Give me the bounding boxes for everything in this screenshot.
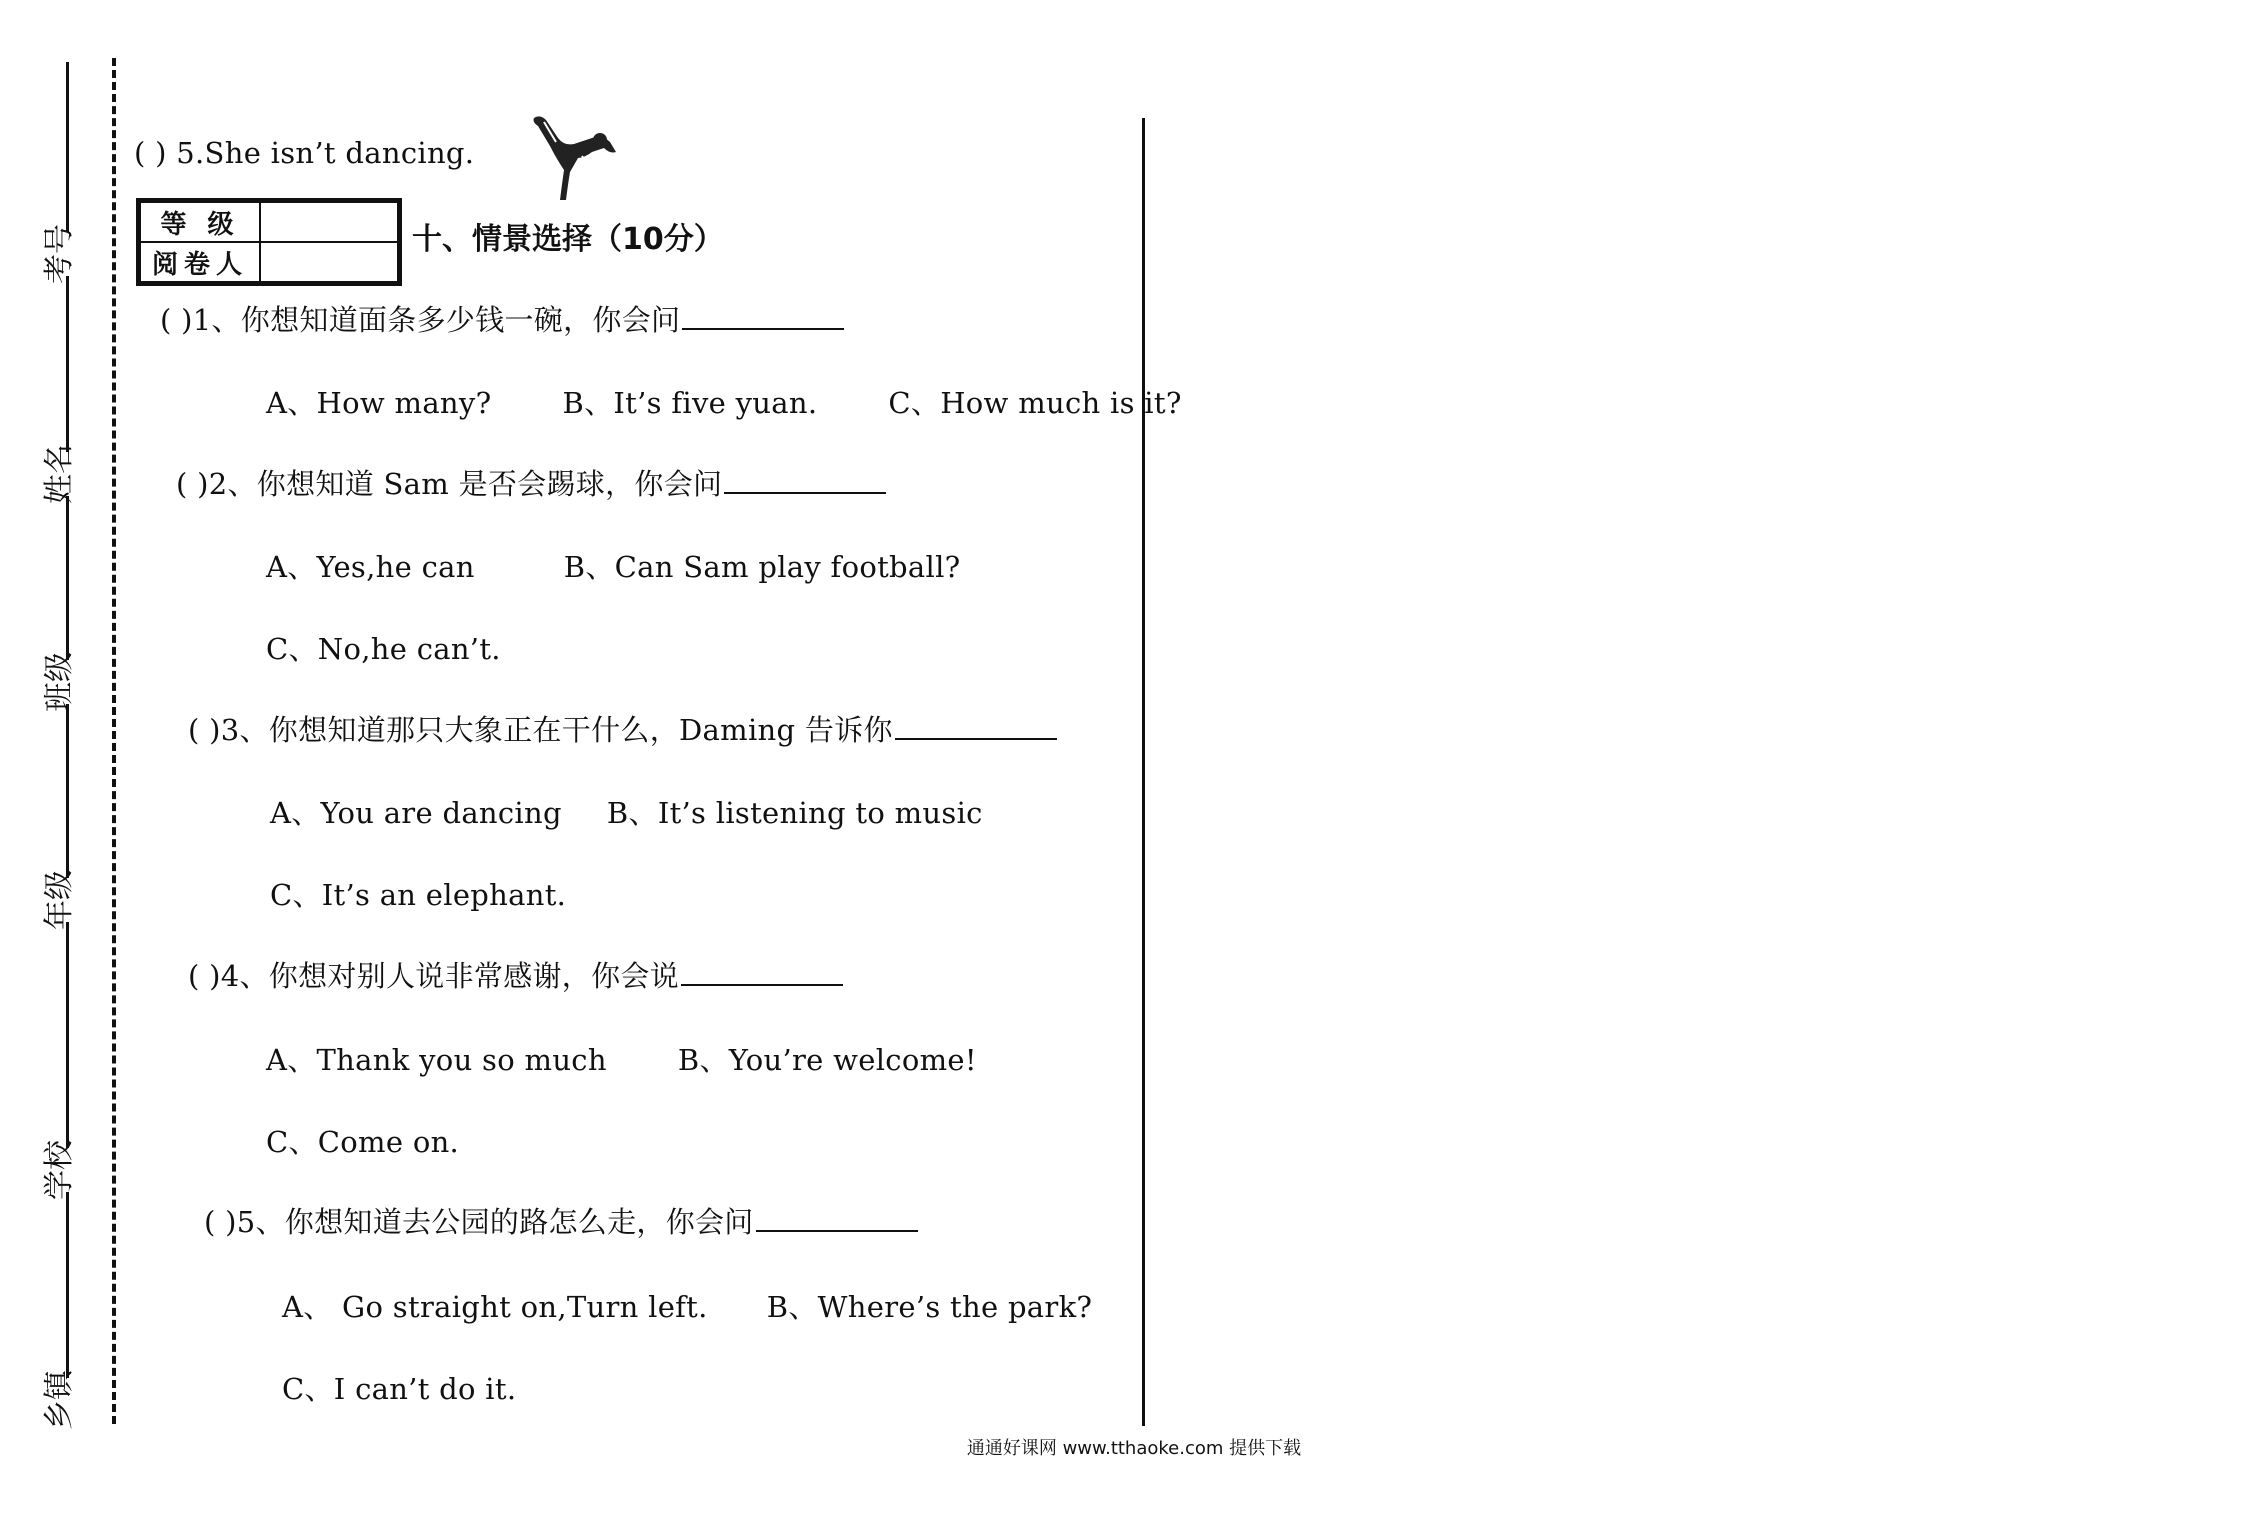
question-2-option-c: C、No,he can’t.	[266, 632, 501, 666]
question-4	[188, 954, 843, 995]
option-c: C、How much is it?	[888, 386, 1182, 420]
binding-label-grade: 年级	[26, 878, 86, 922]
binding-label-name: 姓名	[26, 452, 86, 496]
option-b: B、You’re welcome!	[677, 1043, 977, 1077]
answer-paren[interactable]: ( )	[188, 713, 221, 747]
score-label-marker: 阅卷人	[140, 242, 260, 282]
question-stem: 1、你想知道面条多少钱一碗，你会问	[192, 303, 681, 337]
answer-paren[interactable]: ( )	[188, 959, 221, 993]
question-2	[176, 462, 886, 503]
column-divider	[1142, 118, 1145, 1426]
question-2-options	[266, 545, 961, 586]
option-a: A、Thank you so much	[266, 1043, 607, 1077]
binding-label-town: 乡镇	[26, 1378, 86, 1422]
prev-question-text: 5.She isn’t dancing.	[176, 136, 475, 170]
answer-paren[interactable]: ( )	[204, 1205, 237, 1239]
score-value-grade[interactable]	[260, 202, 398, 242]
option-b: B、Where’s the park?	[766, 1290, 1093, 1324]
question-4-options	[266, 1038, 977, 1079]
binding-label-school: 学校	[26, 1148, 86, 1192]
question-5-options	[282, 1285, 1092, 1326]
question-3-option-c: C、It’s an elephant.	[270, 878, 567, 912]
footer-credit: 通通好课网 www.tthaoke.com 提供下载	[966, 1438, 1302, 1459]
binding-dashed-line	[112, 58, 116, 1424]
question-stem: 4、你想对别人说非常感谢，你会说	[220, 959, 680, 993]
question-stem: 3、你想知道那只大象正在干什么，Daming 告诉你	[220, 713, 893, 747]
option-a: A、How many?	[266, 386, 492, 420]
answer-blank[interactable]	[682, 302, 844, 330]
section-title: 十、情景选择（10分）	[412, 222, 724, 257]
question-stem: 2、你想知道 Sam 是否会踢球，你会问	[208, 467, 723, 501]
option-b: B、Can Sam play football?	[563, 550, 961, 584]
dancer-illustration	[530, 112, 620, 204]
question-4-option-c: C、Come on.	[266, 1125, 460, 1159]
question-3	[188, 708, 1057, 749]
question-3-options	[270, 791, 983, 832]
binding-label-exam-number: 考号	[26, 232, 86, 276]
answer-paren: ( )	[134, 136, 167, 170]
answer-blank[interactable]	[756, 1204, 918, 1232]
question-stem: 5、你想知道去公园的路怎么走，你会问	[236, 1205, 754, 1239]
question-5	[204, 1200, 918, 1241]
question-1	[160, 298, 844, 339]
answer-paren[interactable]: ( )	[176, 467, 209, 501]
answer-blank[interactable]	[895, 712, 1057, 740]
option-a: A、 Go straight on,Turn left.	[282, 1290, 708, 1324]
question-1-options	[266, 381, 1182, 422]
option-a: A、You are dancing	[270, 796, 562, 830]
question-5-option-c: C、I can’t do it.	[282, 1372, 517, 1406]
answer-blank[interactable]	[724, 466, 886, 494]
answer-paren[interactable]: ( )	[160, 303, 193, 337]
binding-label-class: 班级	[26, 660, 86, 704]
score-value-marker[interactable]	[260, 242, 398, 282]
score-label-grade: 等 级	[140, 202, 260, 242]
option-a: A、Yes,he can	[266, 550, 475, 584]
prev-question	[134, 136, 474, 170]
option-b: B、It’s five yuan.	[562, 386, 818, 420]
option-b: B、It’s listening to music	[606, 796, 983, 830]
answer-blank[interactable]	[681, 958, 843, 986]
score-table	[136, 198, 402, 286]
